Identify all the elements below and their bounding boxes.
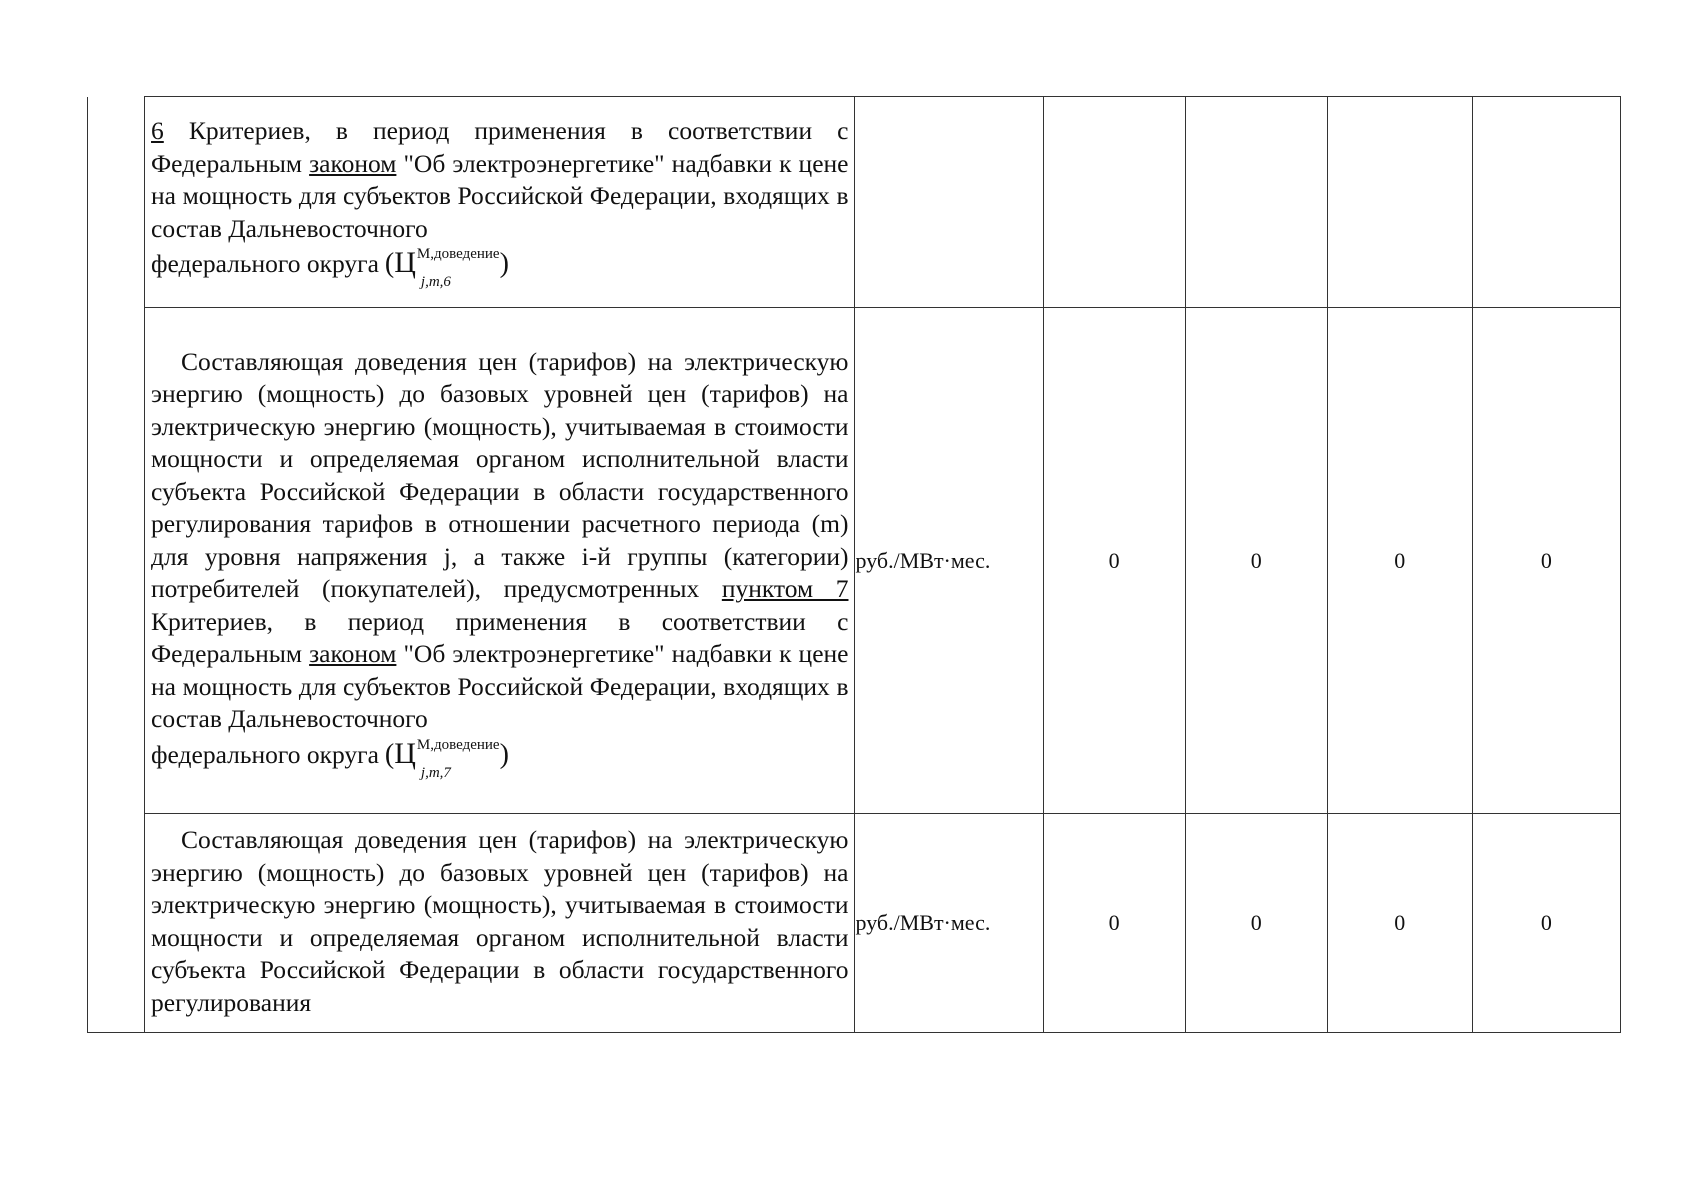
description-text: Составляющая доведения цен (тарифов) на электрическую энергию (мощность) до базовых уровней цен (тарифов) на электрическую энергию (мощность), учитываемая в стоимости мощности и определяемая органом исполнительной власти субъекта Российской Федерации в области государственного регулирования тарифов в отношении расчетного периода (m) для уровня напряжения j, а также i-й группы (категории) потребителей (покупателей), предусмотренных пунктом 7 Критериев, в период применения в соответствии с Федеральным законом "Об электроэнергетике" надбавки к цене на мощность для субъектов Российской Федерации, входящих в состав Дальневосточного федерального округа (ЦМ,доведение j,m,7 ) xyxy=(151,346,849,781)
value-cell: 0 xyxy=(1327,814,1472,1033)
value-cell xyxy=(1327,97,1472,308)
value-cell: 0 xyxy=(1327,308,1472,814)
value-cell: 0 xyxy=(1185,308,1327,814)
description-cell xyxy=(145,97,855,308)
row-number-cell xyxy=(88,97,145,1033)
value-cell: 0 xyxy=(1472,308,1620,814)
price-formula: (ЦМ,доведение j,m,6 ) xyxy=(384,246,509,291)
point-link[interactable]: пунктом 7 xyxy=(721,574,849,604)
value-cell: 0 xyxy=(1043,308,1185,814)
unit-cell: руб./МВт·мес. xyxy=(855,308,1043,814)
table-row xyxy=(88,814,1621,1033)
value-cell xyxy=(1185,97,1327,308)
point-link[interactable]: 6 xyxy=(151,116,164,146)
description-cell xyxy=(145,814,855,1033)
value-cell xyxy=(1043,97,1185,308)
value-cell: 0 xyxy=(1185,814,1327,1033)
description-cell xyxy=(145,308,855,814)
table-row xyxy=(88,308,1621,814)
value-cell: 0 xyxy=(1043,814,1185,1033)
table-row xyxy=(88,97,1621,308)
unit-cell: руб./МВт·мес. xyxy=(855,814,1043,1033)
unit-cell xyxy=(855,97,1043,308)
value-cell: 0 xyxy=(1472,814,1620,1033)
value-cell xyxy=(1472,97,1620,308)
price-formula: (ЦМ,доведение j,m,7 ) xyxy=(384,736,509,781)
description-text: 6 Критериев, в период применения в соответствии с Федеральным законом "Об электроэнергетике" надбавки к цене на мощность для субъектов Российской Федерации, входящих в состав Дальневосточного федерального округа (ЦМ,доведение j,m,6 ) xyxy=(151,116,849,291)
law-link[interactable]: законом xyxy=(309,148,397,178)
description-text: Составляющая доведения цен (тарифов) на электрическую энергию (мощность) до базовых уровней цен (тарифов) на электрическую энергию (мощность), учитываемая в стоимости мощности и определяемая органом исполнительной власти субъекта Российской Федерации в области государственного регулирования xyxy=(151,825,849,1017)
law-link[interactable]: законом xyxy=(309,639,397,669)
tariff-table xyxy=(87,96,1621,1033)
